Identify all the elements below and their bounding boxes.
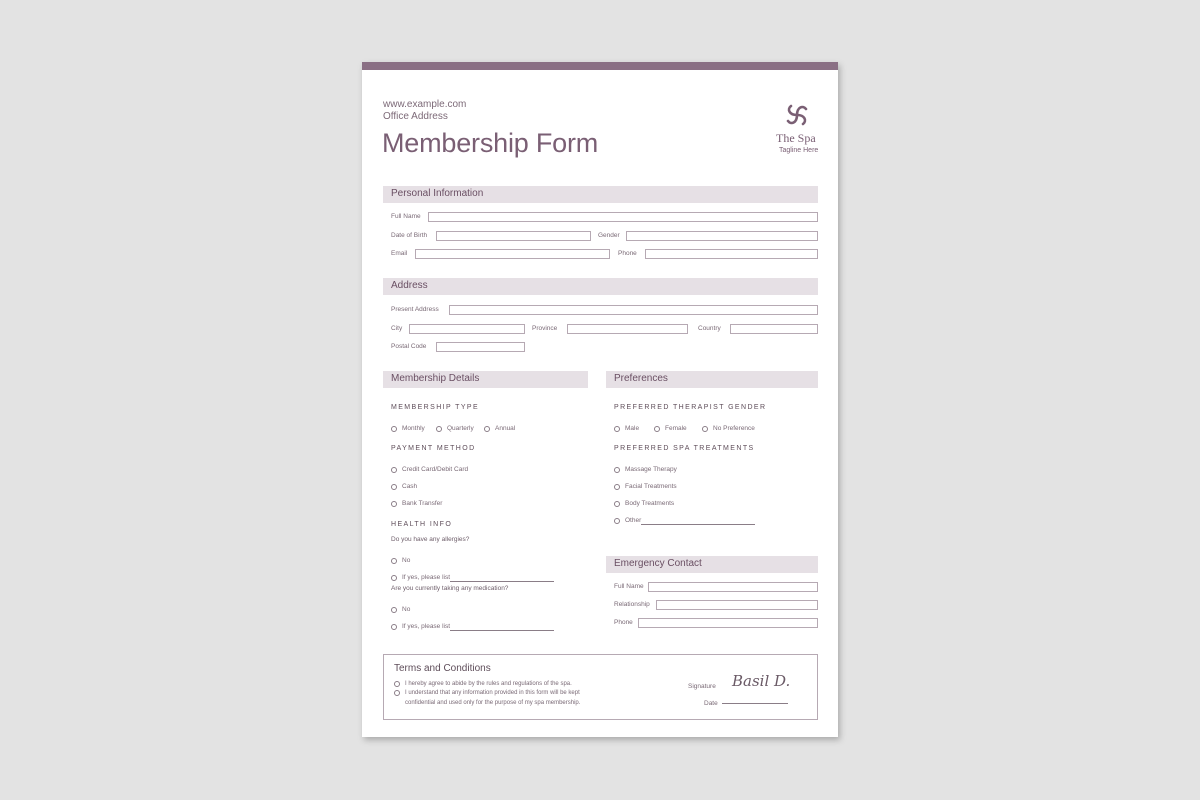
radio-button[interactable] (654, 426, 660, 432)
agree-rules-checkbox[interactable] (394, 681, 400, 687)
treatment-body[interactable]: Body Treatments (614, 495, 674, 505)
therapist-gender-heading: PREFERRED THERAPIST GENDER (614, 404, 767, 411)
radio-button[interactable] (614, 426, 620, 432)
dob-field[interactable] (436, 231, 591, 241)
office-address: Office Address (383, 111, 448, 122)
dob-label: Date of Birth (391, 232, 428, 239)
allergies-no[interactable]: No (391, 552, 410, 562)
radio-button[interactable] (391, 484, 397, 490)
top-accent-bar (362, 62, 838, 70)
terms-item-1: I hereby agree to abide by the rules and regulations of the spa. (405, 681, 572, 687)
radio-button[interactable] (436, 426, 442, 432)
emergency-relationship-field[interactable] (656, 600, 818, 610)
other-treatment-line[interactable] (641, 517, 755, 525)
allergies-list-line[interactable] (450, 574, 554, 582)
radio-button[interactable] (484, 426, 490, 432)
radio-button[interactable] (391, 558, 397, 564)
payment-card[interactable]: Credit Card/Debit Card (391, 461, 468, 471)
date-label: Date (704, 700, 718, 707)
present-address-field[interactable] (449, 305, 818, 315)
therapist-no-preference[interactable]: No Preference (702, 420, 755, 430)
present-address-label: Present Address (391, 306, 439, 313)
allergies-question: Do you have any allergies? (391, 536, 470, 543)
full-name-label: Full Name (391, 213, 421, 220)
terms-box (383, 654, 818, 720)
gender-label: Gender (598, 232, 620, 239)
email-field[interactable] (415, 249, 610, 259)
radio-button[interactable] (614, 501, 620, 507)
membership-form-sheet (362, 62, 838, 737)
radio-button[interactable] (614, 467, 620, 473)
section-personal-information (383, 186, 818, 203)
section-preferences (606, 371, 818, 388)
emergency-phone-label: Phone (614, 619, 633, 626)
radio-button[interactable] (391, 501, 397, 507)
signature-value[interactable]: Basil D. (732, 672, 791, 690)
therapist-female[interactable]: Female (654, 420, 687, 430)
logo-name: The Spa (776, 131, 816, 145)
payment-cash[interactable]: Cash (391, 478, 417, 488)
medication-if-yes[interactable]: If yes, please list (391, 618, 554, 628)
membership-type-annual[interactable]: Annual (484, 420, 515, 430)
flower-swirl-icon (782, 100, 812, 130)
phone-label: Phone (618, 250, 637, 257)
treatment-facial[interactable]: Facial Treatments (614, 478, 677, 488)
emergency-relationship-label: Relationship (614, 601, 650, 608)
email-label: Email (391, 250, 408, 257)
payment-bank-transfer[interactable]: Bank Transfer (391, 495, 442, 505)
spa-treatments-heading: PREFERRED SPA TREATMENTS (614, 445, 755, 452)
postal-code-field[interactable] (436, 342, 525, 352)
medication-list-line[interactable] (450, 623, 554, 631)
radio-button[interactable] (614, 484, 620, 490)
radio-button[interactable] (614, 518, 620, 524)
medication-question: Are you currently taking any medication? (391, 585, 509, 592)
country-label: Country (698, 325, 721, 332)
province-field[interactable] (567, 324, 688, 334)
section-heading: Address (391, 280, 428, 291)
treatment-other[interactable]: Other (614, 512, 755, 522)
postal-code-label: Postal Code (391, 343, 427, 350)
province-label: Province (532, 325, 558, 332)
radio-button[interactable] (391, 467, 397, 473)
gender-field[interactable] (626, 231, 818, 241)
section-heading: Personal Information (391, 188, 484, 199)
medication-no[interactable]: No (391, 601, 410, 611)
radio-button[interactable] (702, 426, 708, 432)
website-url: www.example.com (383, 99, 467, 110)
section-heading: Emergency Contact (614, 558, 702, 569)
page-title: Membership Form (382, 128, 599, 158)
phone-field[interactable] (645, 249, 818, 259)
health-info-heading: HEALTH INFO (391, 521, 453, 528)
city-field[interactable] (409, 324, 525, 334)
terms-heading: Terms and Conditions (394, 663, 491, 674)
section-heading: Preferences (614, 373, 668, 384)
emergency-phone-field[interactable] (638, 618, 818, 628)
date-line[interactable] (722, 703, 788, 704)
logo-tagline: Tagline Here (779, 147, 819, 154)
radio-button[interactable] (391, 426, 397, 432)
terms-item-2-line-1: I understand that any information provided in this form will be kept (405, 690, 580, 696)
payment-method-heading: PAYMENT METHOD (391, 445, 476, 452)
radio-button[interactable] (391, 607, 397, 613)
membership-type-heading: MEMBERSHIP TYPE (391, 404, 480, 411)
signature-label: Signature (688, 683, 716, 690)
membership-type-quarterly[interactable]: Quarterly (436, 420, 474, 430)
full-name-field[interactable] (428, 212, 818, 222)
section-heading: Membership Details (391, 373, 480, 384)
emergency-full-name-label: Full Name (614, 583, 644, 590)
agree-privacy-checkbox[interactable] (394, 690, 400, 696)
terms-item-2-line-2: confidential and used only for the purpose of my spa membership. (405, 700, 581, 706)
country-field[interactable] (730, 324, 818, 334)
radio-button[interactable] (391, 575, 397, 581)
emergency-full-name-field[interactable] (648, 582, 818, 592)
city-label: City (391, 325, 403, 332)
treatment-massage[interactable]: Massage Therapy (614, 461, 677, 471)
membership-type-monthly[interactable]: Monthly (391, 420, 425, 430)
section-address (383, 278, 818, 295)
radio-button[interactable] (391, 624, 397, 630)
section-membership-details (383, 371, 588, 388)
therapist-male[interactable]: Male (614, 420, 639, 430)
section-emergency-contact (606, 556, 818, 573)
allergies-if-yes[interactable]: If yes, please list (391, 569, 554, 579)
